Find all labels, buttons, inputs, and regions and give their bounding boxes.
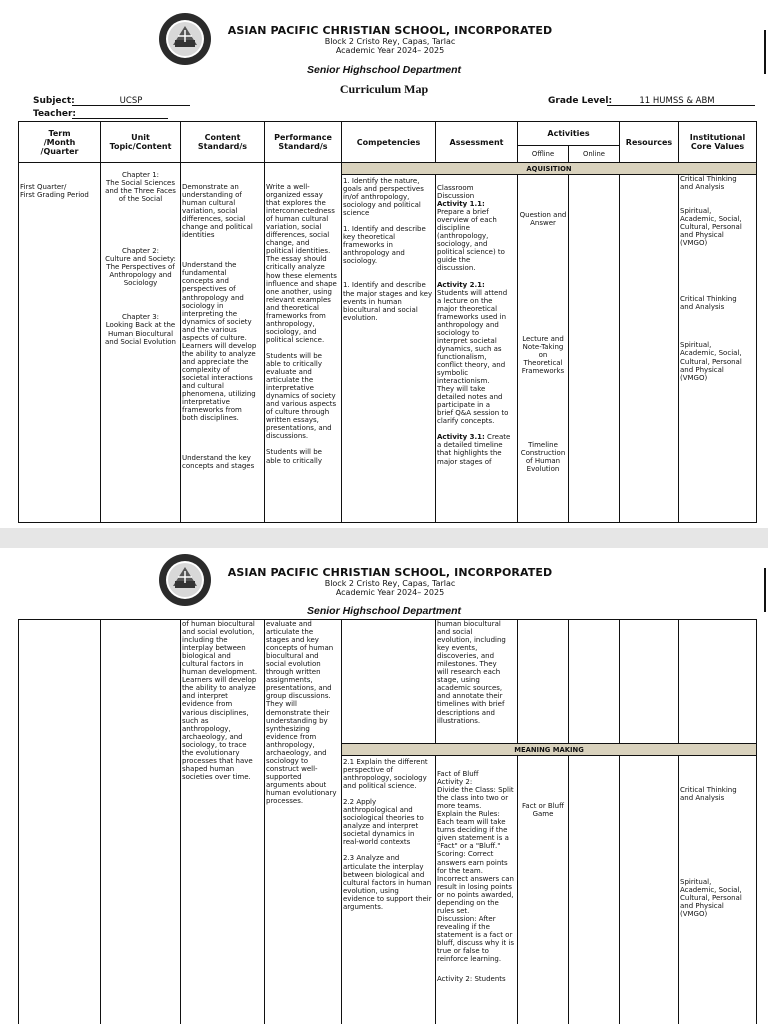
competencies-cell (342, 175, 436, 523)
department-title: Senior Highschool Department (306, 64, 462, 76)
online-activities-cell (569, 175, 620, 523)
competency-1: 1. Identify the nature, goals and perspectives in/of anthropology, sociology and political science (343, 177, 424, 218)
school-seal-logo-2 (158, 553, 212, 607)
page-edge-mark-2 (764, 568, 766, 612)
assessment-cell-2a (436, 620, 518, 744)
activity-2-students: Activity 2: Students (437, 975, 506, 984)
activity-3-1-label: Activity 3.1: (437, 433, 485, 442)
core-values-cell-2a (679, 620, 757, 744)
school-address-2: Block 2 Cristo Rey, Capas, Tarlac (324, 579, 456, 588)
online-cell-2a (569, 620, 620, 744)
chapter-2-body: Culture and Society: The Perspectives of Anthropology and Sociology (105, 255, 176, 288)
header-competencies: Competencies (342, 122, 436, 163)
chapter-2-title: Chapter 2: (121, 247, 160, 256)
term-text: First Quarter/ First Grading Period (20, 183, 89, 200)
activity-1-1-text: Prepare a brief overview of each discipline (anthropology, sociology, and political science) to guide the discussion. (437, 208, 505, 273)
content-standard-1: Demonstrate an understanding of human cultural variation, social differences, social change and political identities (182, 183, 253, 240)
phase-acquisition: AQUISITION (342, 163, 757, 175)
offline-activities-cell (518, 175, 569, 523)
phase-meaning-making: MEANING MAKING (342, 744, 757, 756)
offline-activity-1: Question and Answer (519, 211, 567, 228)
activity-3-1-text: Create a detailed timeline that highlights the major stages of (437, 433, 511, 466)
core-value-2: Spiritual, Academic, Social, Cultural, Personal and Physical (VMGO) (680, 207, 742, 248)
activity-1-1-label: Activity 1.1: (437, 200, 485, 209)
content-standard-continued: of human biocultural and social evolution, including the interplay between biological and cultural factors in human development. Learners will develop the ability to analyze and interpret evidence from various disciplines, such as anthropology, archaeology, and sociology, to trace the evolutionary processes that have shaped human societies over time. (182, 620, 258, 781)
competency-3: 1. Identify and describe the major stages and key events in human biocultural and social evolution. (343, 281, 433, 322)
page-edge-mark (764, 30, 766, 74)
unit-cell-2 (101, 620, 181, 1024)
subject-value: UCSP (119, 96, 143, 106)
term-cell-2 (19, 620, 101, 1024)
fact-or-bluff-activity: Fact of Bluff Activity 2: Divide the Class: Split the class into two or more teams. Explain the Rules: Each team will take turns deciding if the given statement is a "Fact" or a "Bluff." Scoring: Correct answers earn points for the team. Incorrect answers can result in losing points or no points awarded, depending on the rules set. Discussion: After revealing if the statement is a fact or bluff, discuss why it is true or false to reinforce learning. (437, 770, 514, 964)
offline-activity-fact-or-bluff: Fact or Bluff Game (522, 802, 564, 819)
header-performance-standard: Performance Standard/s (265, 122, 342, 163)
performance-standard-1: Write a well- organized essay that explores the interconnectedness of human cultural variation, social differences, social change, and political identities. The essay should critically analyze how these elements influence and shape one another, using relevant examples and theoretical frameworks from anthropology, sociology, and political science. (266, 183, 337, 344)
online-cell-2b (569, 756, 620, 1024)
school-seal-logo (158, 12, 212, 66)
school-header-2 (220, 566, 560, 597)
academic-year: Academic Year 2024– 2025 (335, 46, 445, 55)
header-offline: Offline (518, 146, 569, 163)
school-header (220, 24, 560, 55)
school-name: ASIAN PACIFIC CHRISTIAN SCHOOL, INCORPORATED (227, 24, 553, 37)
offline-cell-2a (518, 620, 569, 744)
school-address: Block 2 Cristo Rey, Capas, Tarlac (324, 37, 456, 46)
resources-cell-2b (620, 756, 679, 1024)
header-online: Online (569, 146, 620, 163)
core-values-cell (679, 175, 757, 523)
chapter-1-body: The Social Sciences and the Three Faces of the Social (105, 179, 176, 204)
offline-activity-2: Lecture and Note-Taking on Theoretical Frameworks (521, 335, 565, 376)
grade-level-label: Grade Level: (548, 96, 613, 106)
performance-standard-2: Students will be able to critically evaluate and articulate the interpretative dynamics of society and various aspects of culture through written essays, presentations, and discussions. (266, 351, 337, 441)
header-resources: Resources (620, 122, 679, 163)
term-cell (19, 163, 101, 523)
grade-level-value: 11 HUMSS & ABM (639, 96, 715, 106)
unit-cell (101, 163, 181, 523)
subject-label: Subject: (33, 96, 75, 106)
assessment-continued: human biocultural and social evolution, including key events, discoveries, and milestones. They will research each stage, using academic sources, and annotate their timelines with brief descriptions and illustrations. (437, 620, 506, 725)
core-value-1: Critical Thinking and Analysis (680, 175, 737, 192)
offline-activity-3: Timeline Construction of Human Evolution (520, 441, 566, 474)
school-name-2: ASIAN PACIFIC CHRISTIAN SCHOOL, INCORPORATED (227, 566, 553, 579)
core-value-3: Critical Thinking and Analysis (680, 295, 737, 312)
assessment-cell (436, 175, 518, 523)
document-page-2 (0, 548, 768, 1024)
chapter-3-body: Looking Back at the Human Biocultural and Social Evolution (104, 321, 176, 346)
teacher-underline (72, 118, 168, 119)
resources-cell-2a (620, 620, 679, 744)
header-core-values: Institutional Core Values (679, 122, 757, 163)
core-values-cell-2b (679, 756, 757, 1024)
content-standard-cell-2 (181, 620, 265, 1024)
performance-standard-3: Students will be able to critically (266, 448, 322, 465)
competency-2-1: 2.1 Explain the different perspective of anthropology, sociology and political science. (343, 758, 428, 791)
content-standard-3: Understand the key concepts and stages (182, 454, 255, 471)
performance-standard-continued: evaluate and articulate the stages and key concepts of human biocultural and social evolution through written assignments, presentations, and group discussions. They will demonstrate their understanding by synthesizing evidence from anthropology, archaeology, and sociology to construct well- supported arguments about human evolutionary processes. (266, 620, 337, 806)
resources-cell (620, 175, 679, 523)
department-title-2: Senior Highschool Department (306, 605, 462, 617)
activity-2-1-text: Students will attend a lecture on the major theoretical frameworks used in anthropology and sociology to interpret societal dynamics, such as functionalism, conflict theory, and symbolic interactionism. They will take detailed notes and participate in a brief Q&A session to clarify concepts. (437, 288, 509, 426)
curriculum-table-page-2 (18, 619, 757, 1024)
competencies-cell-2b (342, 756, 436, 1024)
assessment-cell-2b (436, 756, 518, 1024)
core-value-4: Spiritual, Academic, Social, Cultural, Personal and Physical (VMGO) (680, 341, 742, 382)
performance-standard-cell (265, 163, 342, 523)
chapter-3-title: Chapter 3: (121, 313, 160, 322)
chapter-1-title: Chapter 1: (121, 171, 160, 179)
competency-2-2: 2.2 Apply anthropological and sociological theories to analyze and interpret societal dynamics in real-world contexts (343, 798, 424, 847)
teacher-label: Teacher: (33, 109, 77, 119)
core-value-2-1: Critical Thinking and Analysis (680, 786, 737, 803)
content-standard-2: Understand the fundamental concepts and perspectives of anthropology and sociology in interpreting the dynamics of society and the various aspects of culture. Learners will develop the ability to analyze and appreciate the complexity of societal interactions and cultural phenomena, utilizing interpretative frameworks from both disciplines. (182, 261, 257, 423)
offline-cell-2b (518, 756, 569, 1024)
performance-standard-cell-2 (265, 620, 342, 1024)
curriculum-table-page-1 (18, 121, 757, 523)
assessment-classroom-discussion: Classroom Discussion (437, 184, 475, 201)
activity-2-1-label: Activity 2.1: (437, 280, 485, 289)
header-assessment: Assessment (436, 122, 518, 163)
competency-2: 1. Identify and describe key theoretical frameworks in anthropology and sociology. (343, 225, 426, 266)
document-title: Curriculum Map (339, 82, 429, 96)
header-activities: Activities (518, 122, 620, 146)
competency-2-3: 2.3 Analyze and articulate the interplay between biological and cultural factors in human evolution, using evidence to support their arguments. (343, 854, 432, 911)
header-unit: Unit Topic/Content (101, 122, 181, 163)
academic-year-2: Academic Year 2024– 2025 (335, 588, 445, 597)
content-standard-cell (181, 163, 265, 523)
competencies-cell-2a (342, 620, 436, 744)
core-value-2-2: Spiritual, Academic, Social, Cultural, Personal and Physical (VMGO) (680, 878, 742, 919)
header-content-standard: Content Standard/s (181, 122, 265, 163)
header-term: Term /Month /Quarter (19, 122, 101, 163)
